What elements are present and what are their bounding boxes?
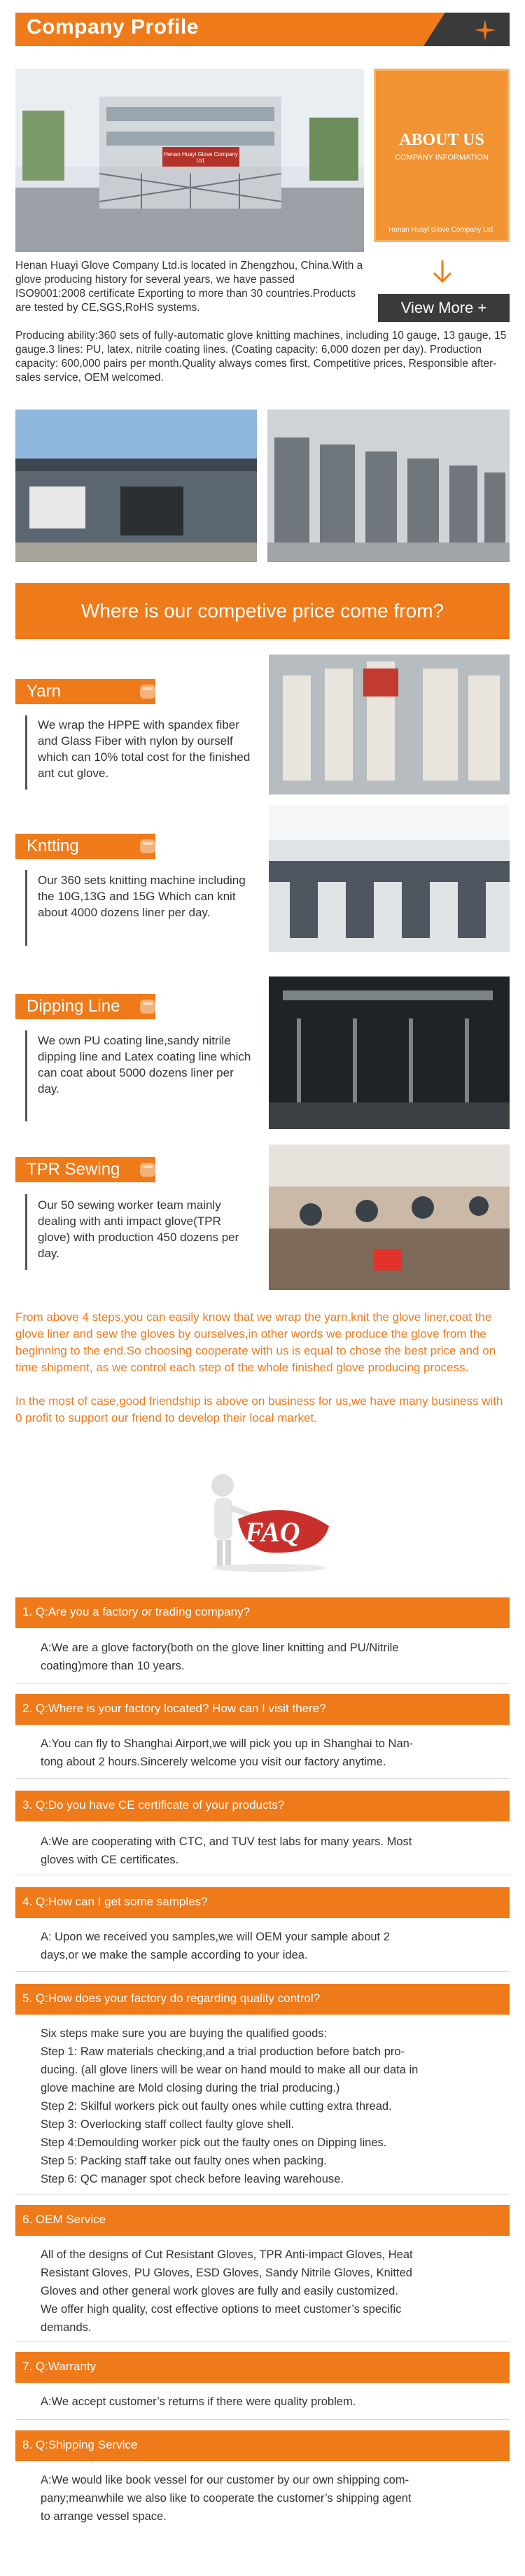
faq-question-text: 1. Q:Are you a factory or trading company? <box>22 1605 251 1618</box>
price-source-banner <box>15 583 510 639</box>
factory-building-photo <box>15 410 257 562</box>
fist-icon <box>137 995 160 1018</box>
step-text: We own PU coating line,sandy nitrile dipping line and Latex coating line which can coat about 5000 dozens liner per day. <box>38 1034 251 1096</box>
knitting-machines-photo <box>267 410 510 562</box>
step-tab-dipping-line <box>15 994 155 1019</box>
step-divider <box>25 870 27 946</box>
arrow-down-icon <box>433 259 452 284</box>
step-tab-tpr-sewing <box>15 1157 155 1182</box>
faq-question-text: 2. Q:Where is your factory located? How can I visit there? <box>22 1702 326 1715</box>
step-tab-knitting <box>15 834 155 859</box>
faq-answer-4: A: Upon we received you samples,we will OEM your sample about 2 days,or we make the sample according to your idea. <box>41 1931 390 1961</box>
step-divider <box>25 1030 27 1121</box>
faq-question-text: 4. Q:How can I get some samples? <box>22 1895 208 1908</box>
faq-divider <box>15 1971 510 1972</box>
faq-question-text: 7. Q:Warranty <box>22 2360 97 2373</box>
gate-sign: Henan Huayi Glove Company Ltd. <box>164 151 238 164</box>
faq-answer-5: Six steps make sure you are buying the qualified goods: Step 1: Raw materials checking,and a trial production before batch pro- ducing. (all glove liners will be wear on hand mould to make all our data in glove machine are Mold closing during the trial producing.) Step 2: Skilful workers pick out faulty ones while cutting extra thread. Step 3: Overlocking staff collect faulty glove shell. Step 4:Demoulding worker pick out the faulty ones on Dipping lines. Step 5: Packing staff take out faulty ones when packing. Step 6: QC manager spot check before leaving warehouse. <box>41 2027 419 2185</box>
faq-answer-8: A:We would like book vessel for our customer by our own shipping com- pany;meanwhile we also like to cooperate the customer’s shipping agent to arrange vessel space. <box>41 2474 412 2523</box>
step-label: Dipping Line <box>27 997 120 1016</box>
about-us-box[interactable] <box>374 69 510 242</box>
step-text: Our 50 sewing worker team mainly dealing with anti impact glove(TPR glove) with production 450 dozens per day. <box>38 1198 239 1260</box>
faq-answer-3: A:We are cooperating with CTC, and TUV test labs for many years. Most gloves with CE certificates. <box>41 1835 412 1866</box>
company-intro-text: Henan Huayi Glove Company Ltd.is located in Zhengzhou, China.With a glove producing history for several years, we have passed ISO9001:2008 certificate Exporting to more than 30 countries.Products are tested by CE,SGS,RoHS systems. <box>15 260 363 314</box>
fist-icon <box>137 835 160 858</box>
faq-question-text: 3. Q:Do you have CE certificate of your products? <box>22 1798 285 1812</box>
faq-question-4 <box>15 1887 510 1918</box>
faq-question-7 <box>15 2352 510 2383</box>
knitting-photo <box>269 805 510 952</box>
page-title: Company Profile <box>27 15 199 38</box>
fist-icon <box>137 1158 160 1181</box>
faq-question-8 <box>15 2430 510 2461</box>
faq-answer-2: A:You can fly to Shanghai Airport,we will pick you up in Shanghai to Nan- tong about 2 hours.Sincerely welcome you visit our factory anytime. <box>41 1737 414 1768</box>
faq-divider <box>15 1778 510 1779</box>
summary-text-2: In the most of case,good friendship is above on business for us,we have many business with 0 profit to support our friend to develop their local market. <box>15 1394 503 1424</box>
step-text: Our 360 sets knitting machine including the 10G,13G and 15G Which can knit about 4000 dozens liner per day. <box>38 874 246 919</box>
step-tab-yarn <box>15 679 155 704</box>
about-us-footer: Henan Huayi Glove Company Ltd. <box>388 226 495 234</box>
faq-logo: FAQ <box>245 1516 300 1548</box>
summary-text-1: From above 4 steps,you can easily know that we wrap the yarn,knit the glove liner,coat the glove liner and sew the gloves by ourselves,in other words we produce the glove from the beginning to the end.So choosing cooperate with us is equal to chose the best price and on time shipment, as we control each step of the whole finished glove producing process. <box>15 1310 496 1374</box>
faq-question-2 <box>15 1694 510 1725</box>
faq-question-5 <box>15 1984 510 2015</box>
faq-answer-1: A:We are a glove factory(both on the glove liner knitting and PU/Nitrile coating)more than 10 years. <box>41 1642 399 1672</box>
faq-question-text: 6. OEM Service <box>22 2213 106 2226</box>
faq-question-text: 8. Q:Shipping Service <box>22 2438 138 2451</box>
faq-question-6 <box>15 2205 510 2236</box>
fist-icon <box>137 680 160 703</box>
step-divider <box>25 1194 27 1270</box>
about-us-subtitle: COMPANY INFORMATION <box>395 153 489 162</box>
price-source-title: Where is our competive price come from? <box>80 600 444 622</box>
dipping-line-photo <box>269 976 510 1129</box>
about-us-title: ABOUT US <box>399 131 484 149</box>
faq-question-text: 5. Q:How does your factory do regarding quality control? <box>22 1991 321 2005</box>
faq-divider <box>15 2341 510 2342</box>
yarn-photo <box>269 654 510 794</box>
sewing-photo <box>269 1144 510 1290</box>
factory-gate-photo <box>15 69 364 252</box>
step-text: We wrap the HPPE with spandex fiber and Glass Fiber with nylon by ourself which can 10% total cost for the finished ant cut glove. <box>38 718 251 780</box>
step-label: Yarn <box>27 682 61 701</box>
faq-answer-7: A:We accept customer’s returns if there were quality problem. <box>41 2395 356 2408</box>
faq-divider <box>15 2419 510 2420</box>
faq-divider <box>15 1683 510 1684</box>
faq-answer-6: All of the designs of Cut Resistant Gloves, TPR Anti-impact Gloves, Heat Resistant Gloves, PU Gloves, ESD Gloves, Sandy Nitrile Gloves, Knitted Gloves and other general work gloves are fully and easily customized. We offer high quality, cost effective options to meet customer’s specific demands. <box>41 2248 413 2334</box>
step-label: Kntting <box>27 836 79 855</box>
producing-ability-text: Producing ability:360 sets of fully-automatic glove knitting machines, including 10 gauge, 13 gauge, 15 gauge.3 lines: PU, latex, nitrile coating lines. (Coating capacity: 6,000 dozen per day). Production capacity: 600,000 pairs per month.Quality always comes first, Competitive prices, Responsible after-sales service, OEM welcomed. <box>15 330 507 384</box>
view-more-button[interactable]: View More + <box>378 294 510 322</box>
sparkle-icon <box>473 18 497 42</box>
faq-question-1 <box>15 1597 510 1628</box>
step-divider <box>25 715 27 790</box>
step-label: TPR Sewing <box>27 1160 120 1179</box>
faq-question-3 <box>15 1791 510 1821</box>
